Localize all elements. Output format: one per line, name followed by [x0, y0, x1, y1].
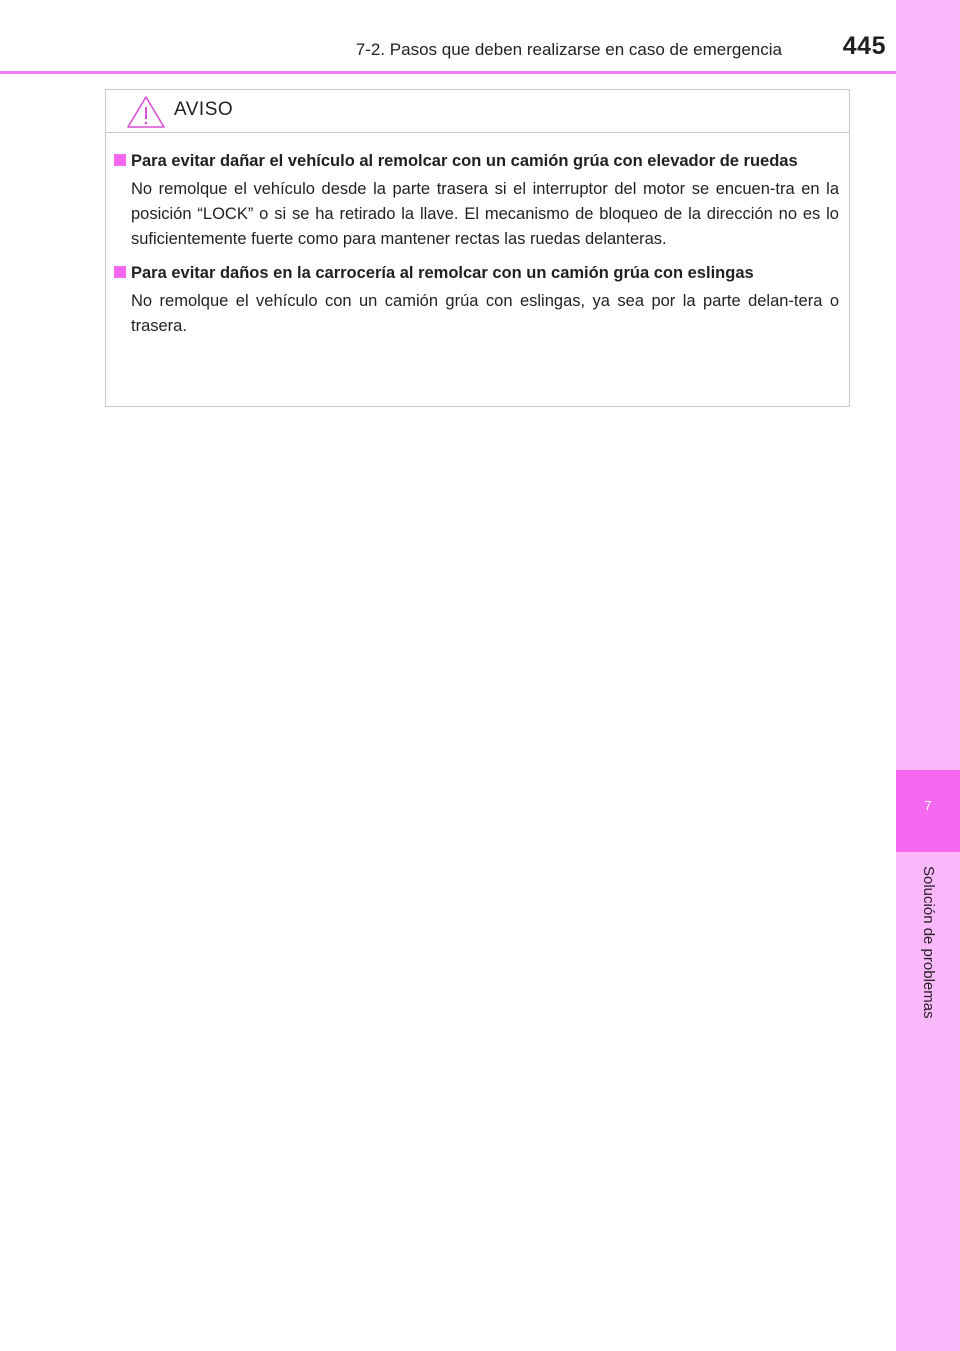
notice-title: AVISO [174, 99, 234, 120]
section-title: 7-2. Pasos que deben realizarse en caso de emergencia [355, 40, 782, 59]
notice-item-heading [106, 260, 851, 286]
notice-item-heading [106, 148, 851, 174]
warning-triangle-icon [126, 95, 166, 129]
notice-header [106, 90, 849, 133]
notice-item-text: No remolque el vehículo con un camión grúa con eslingas, ya sea por la parte delan-tera o trasera. [131, 292, 839, 335]
notice-item-heading-text: Para evitar daños en la carrocería al remolcar con un camión grúa con eslingas [131, 264, 754, 282]
chapter-title: Solución de problemas [920, 866, 937, 1019]
chapter-number: 7 [924, 798, 932, 813]
notice-item-heading-text: Para evitar dañar el vehículo al remolcar con un camión grúa con elevador de ruedas [131, 152, 798, 170]
notice-item [106, 148, 851, 252]
side-chapter-tab [896, 0, 960, 1351]
header-divider [0, 71, 896, 74]
notice-item-text: No remolque el vehículo desde la parte trasera si el interruptor del motor se encuen-tra en la posición “LOCK” o si se ha retirado la llave. El mecanismo de bloqueo de la dirección no es lo suficientemente fuerte como para mantener rectas las ruedas delanteras. [131, 180, 839, 248]
notice-item [106, 260, 851, 339]
square-bullet-icon [114, 266, 126, 278]
notice-box [105, 89, 850, 407]
page-number: 445 [842, 32, 886, 60]
notice-body [106, 148, 851, 347]
square-bullet-icon [114, 154, 126, 166]
